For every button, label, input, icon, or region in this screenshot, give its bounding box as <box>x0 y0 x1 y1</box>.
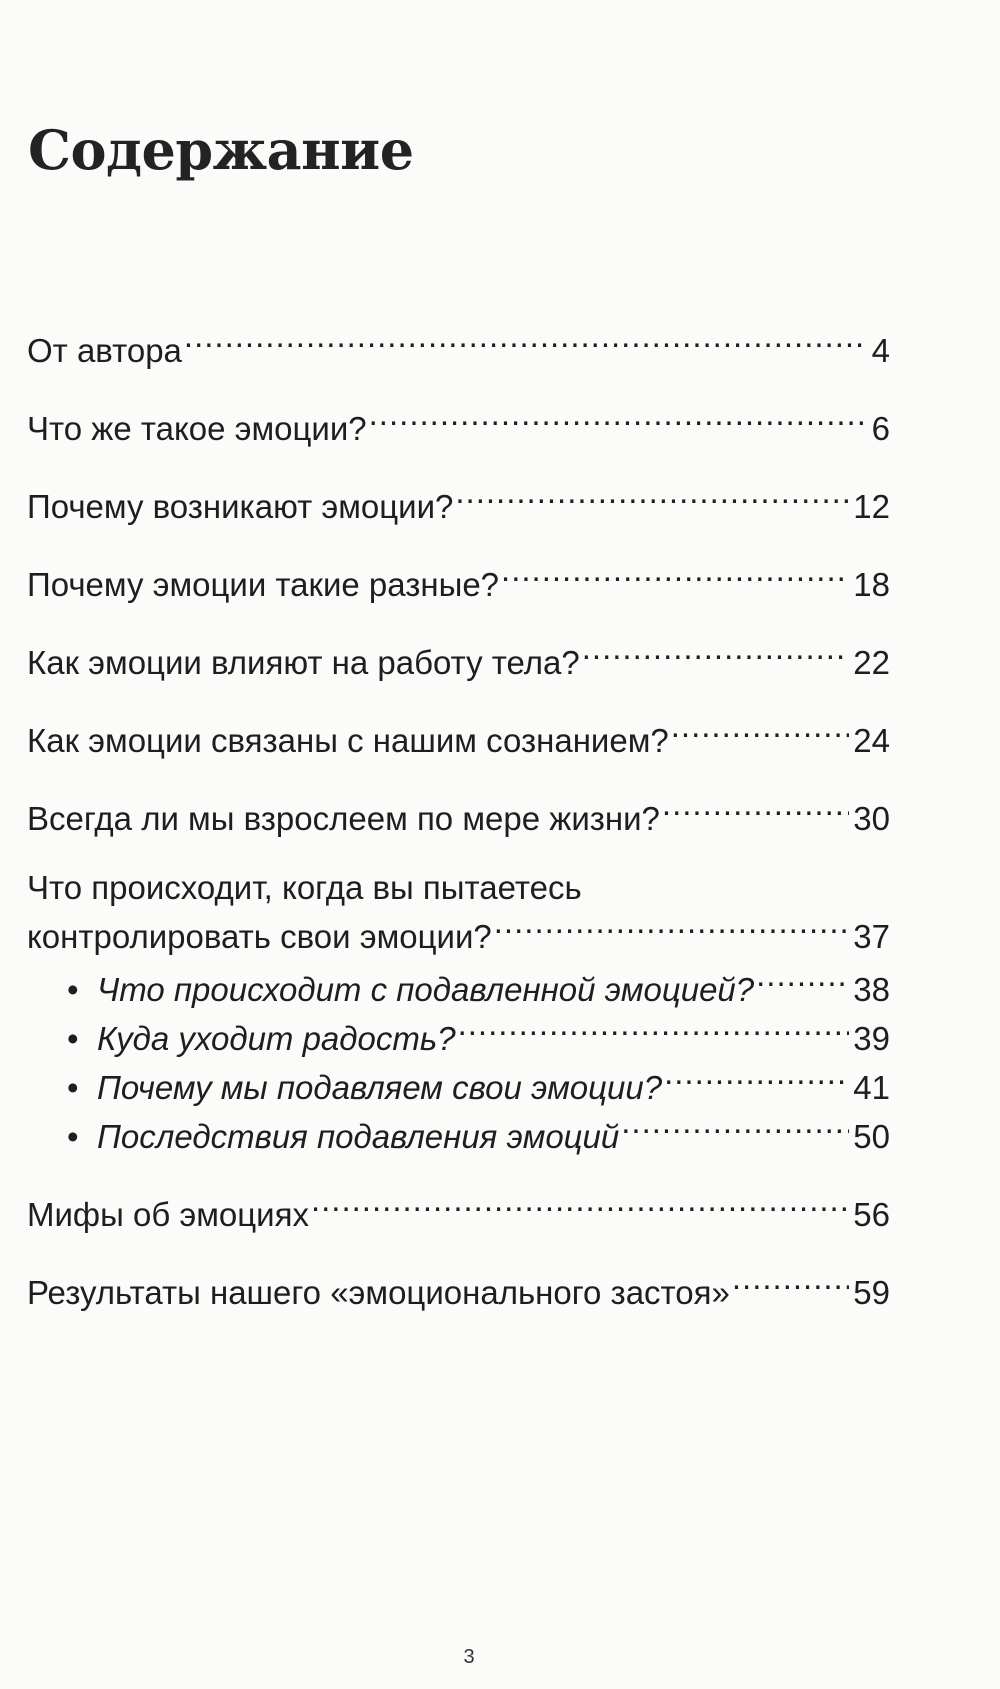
toc-entry-title-line2: контролировать свои эмоции? <box>27 918 492 955</box>
toc-entry-title: Результаты нашего «эмоционального застоя» <box>27 1274 730 1311</box>
bullet-icon: • <box>67 1069 79 1106</box>
toc-subentry[interactable] <box>27 1059 890 1108</box>
toc-entry[interactable] <box>27 478 890 527</box>
toc-entry-continuation <box>27 908 890 957</box>
dot-leader <box>671 712 850 752</box>
toc-entry[interactable] <box>27 556 890 605</box>
toc-entry[interactable] <box>27 400 890 449</box>
toc-entry-title: Как эмоции связаны с нашим сознанием? <box>27 722 669 759</box>
dot-leader <box>756 961 849 1001</box>
toc-subentry-title: Почему мы подавляем свои эмоции? <box>97 1069 663 1106</box>
dot-leader <box>369 400 868 440</box>
dot-leader <box>662 790 849 830</box>
dot-leader <box>311 1186 849 1226</box>
toc-subentry-page: 41 <box>853 1069 890 1106</box>
dot-leader <box>582 634 850 674</box>
toc-entry-multiline[interactable] <box>27 868 890 957</box>
dot-leader <box>664 1059 849 1099</box>
bullet-icon: • <box>67 1118 79 1155</box>
toc-entry-page: 12 <box>853 488 890 525</box>
toc-entry-page: 30 <box>853 800 890 837</box>
toc-entry[interactable] <box>27 1264 890 1313</box>
toc-entry-page: 4 <box>871 332 890 369</box>
toc-entry-title: Как эмоции влияют на работу тела? <box>27 644 580 681</box>
toc-entry[interactable] <box>27 712 890 761</box>
dot-leader <box>455 478 849 518</box>
toc-entry[interactable] <box>27 322 890 371</box>
toc-subentry[interactable] <box>27 1010 890 1059</box>
dot-leader <box>621 1108 849 1148</box>
toc-entry-title: Мифы об эмоциях <box>27 1196 309 1233</box>
toc-entry-title-line1: Что происходит, когда вы пытаетесь <box>27 869 582 906</box>
page-title: Содержание <box>28 118 414 182</box>
toc-subentry-page: 50 <box>853 1118 890 1155</box>
bullet-icon: • <box>67 1020 79 1057</box>
toc-entry[interactable] <box>27 1186 890 1235</box>
toc-subentry-title: Куда уходит радость? <box>97 1020 456 1057</box>
dot-leader <box>458 1010 850 1050</box>
toc-entry-page: 18 <box>853 566 890 603</box>
table-of-contents <box>27 322 890 1342</box>
dot-leader <box>732 1264 849 1304</box>
toc-entry-page: 24 <box>853 722 890 759</box>
toc-entry-title: От автора <box>27 332 182 369</box>
dot-leader <box>501 556 849 596</box>
toc-entry-page: 59 <box>853 1274 890 1311</box>
toc-subentry-title: Последствия подавления эмоций <box>97 1118 620 1155</box>
toc-entry-page: 37 <box>853 918 890 955</box>
toc-entry-page: 56 <box>853 1196 890 1233</box>
bullet-icon: • <box>67 971 79 1008</box>
toc-entry-title: Почему эмоции такие разные? <box>27 566 500 603</box>
toc-entry-title: Всегда ли мы взрослеем по мере жизни? <box>27 800 660 837</box>
toc-entry-title: Что же такое эмоции? <box>27 410 367 447</box>
toc-subentry[interactable] <box>27 961 890 1010</box>
dot-leader <box>184 322 868 362</box>
toc-subentry-page: 39 <box>853 1020 890 1057</box>
toc-subentry[interactable] <box>27 1108 890 1157</box>
toc-entry-page: 22 <box>853 644 890 681</box>
dot-leader <box>494 908 850 948</box>
toc-entry-title: Почему возникают эмоции? <box>27 488 454 525</box>
toc-subentry-page: 38 <box>853 971 890 1008</box>
toc-subentry-title: Что происходит с подавленной эмоцией? <box>97 971 755 1008</box>
toc-entry[interactable] <box>27 634 890 683</box>
toc-entry[interactable] <box>27 790 890 839</box>
page-number: 3 <box>463 1646 475 1668</box>
toc-entry-page: 6 <box>871 410 890 447</box>
